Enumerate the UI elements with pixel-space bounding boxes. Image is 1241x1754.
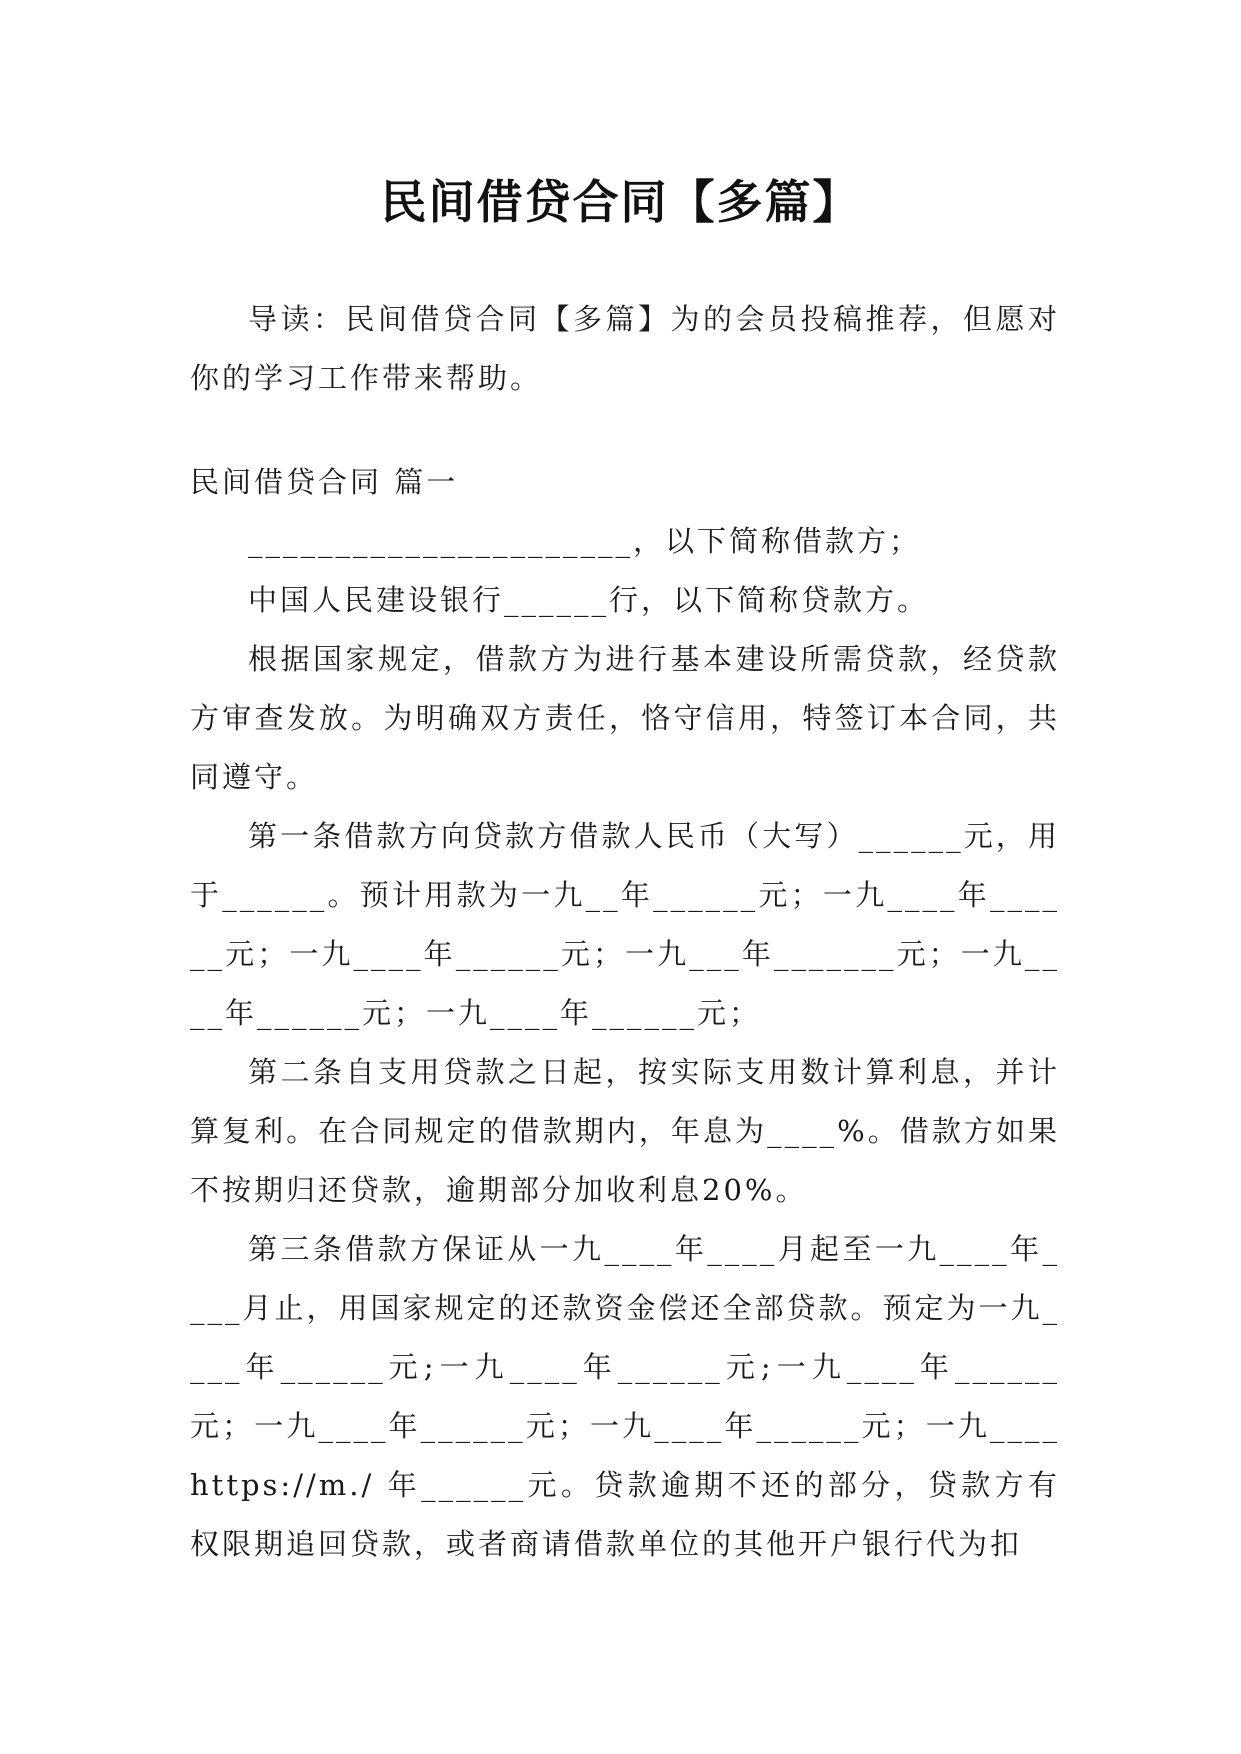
document-body xyxy=(190,290,1060,1574)
preamble-paragraph: 根据国家规定，借款方为进行基本建设所需贷款，经贷款方审查发放。为明确双方责任，恪守信用，特签订本合同，共同遵守。 xyxy=(190,642,1060,794)
party-borrower-paragraph: ______________________，以下简称借款方； xyxy=(248,524,922,558)
document-title: 民间借贷合同【多篇】 xyxy=(380,174,861,229)
intro-paragraph: 导读：民间借贷合同【多篇】为的会员投稿推荐，但愿对你的学习工作带来帮助。 xyxy=(190,302,1060,395)
article-2-paragraph: 第二条自支用贷款之日起，按实际支用数计算利息，并计算复利。在合同规定的借款期内，年息为____%。借款方如果不按期归还贷款，逾期部分加收利息20%。 xyxy=(190,1055,1060,1207)
spacer xyxy=(190,408,1060,453)
party-lender-paragraph: 中国人民建设银行______行，以下简称贷款方。 xyxy=(248,583,930,617)
section-heading: 民间借贷合同 篇一 xyxy=(190,465,459,499)
article-1-paragraph: 第一条借款方向贷款方借款人民币（大写）______元，用于______。预计用款为一九__年______元；一九____年______元；一九____年______元；一九___年_______元；一九____年______元；一九____年______元； xyxy=(190,819,1060,1030)
article-3-paragraph: 第三条借款方保证从一九____年____月起至一九____年____月止，用国家规定的还款资金偿还全部贷款。预定为一九____年______元;一九____年______元;一九____年______元；一九____年______元；一九____年______元；一九____https://m./ 年______元。贷款逾期不还的部分，贷款方有权限期追回贷款，或者商请借款单位的其他开户银行代为扣 xyxy=(190,1232,1061,1561)
